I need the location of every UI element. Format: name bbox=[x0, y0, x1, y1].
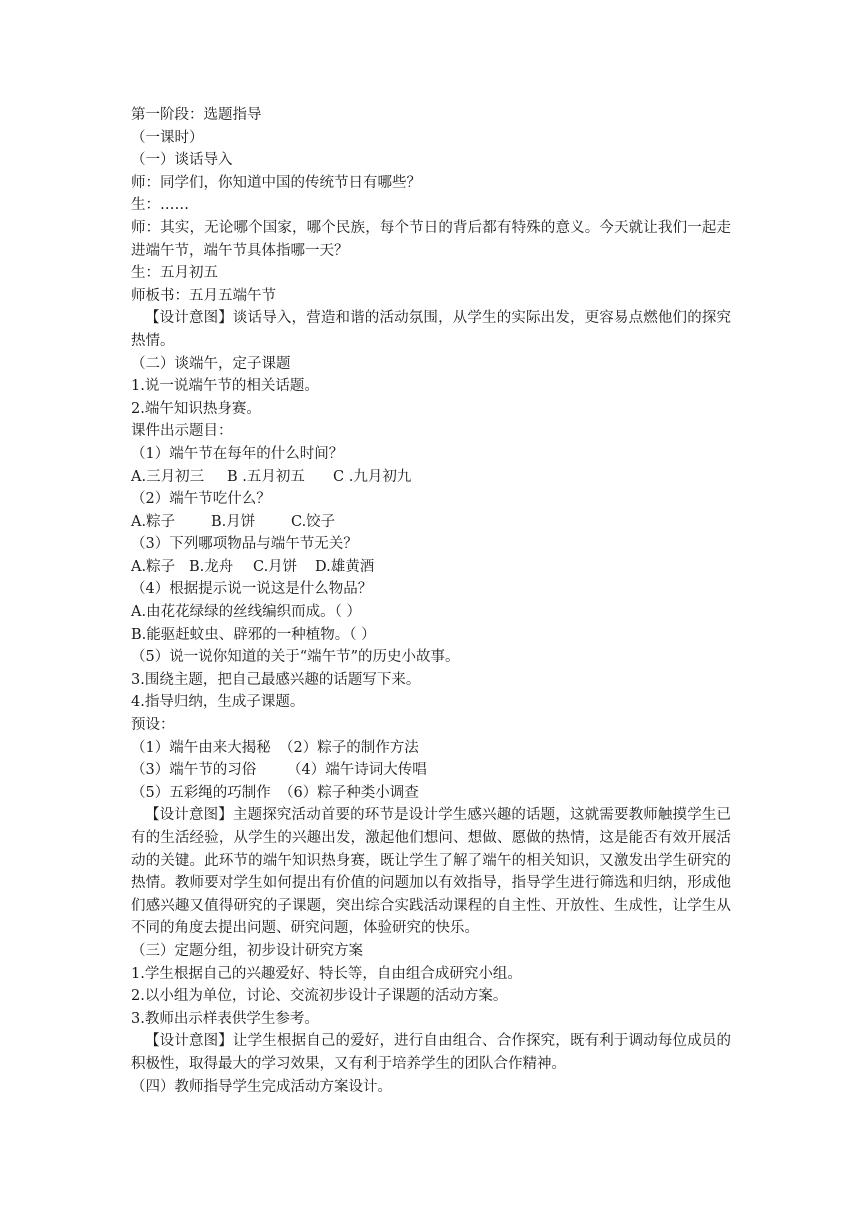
preset-topic: （3）端午节的习俗 bbox=[131, 762, 257, 779]
question-2-options bbox=[131, 511, 731, 534]
preset-label: 预设： bbox=[131, 717, 175, 734]
preset-topic: （6）粽子种类小调查 bbox=[279, 784, 419, 801]
list-item: 3.围绕主题，把自己最感兴趣的话题写下来。 bbox=[131, 671, 421, 688]
dialogue-teacher-2: 师：其实，无论哪个国家，哪个民族，每个节日的背后都有特殊的意义。今天就让我们一起走进端午节，端午节具体指哪一天？ bbox=[131, 219, 731, 259]
question-4-hint-a: A.由花花绿绿的丝线编织而成。（ ） bbox=[131, 604, 361, 621]
stage-title: 第一阶段：选题指导 bbox=[131, 107, 262, 123]
section-heading-2: （二）谈端午，定子课题 bbox=[131, 355, 291, 372]
preset-topic: （1）端午由来大揭秘 bbox=[131, 739, 271, 756]
preset-topic: （2）粽子的制作方法 bbox=[279, 739, 419, 756]
preset-row bbox=[131, 737, 731, 760]
option: A.粽子 bbox=[131, 513, 176, 530]
document-page bbox=[131, 104, 731, 1098]
option: B.月饼 bbox=[211, 513, 256, 530]
design-intent-3: 【设计意图】让学生根据自己的爱好，进行自由组合、合作探究，既有利于调动每位成员的积极性，取得最大的学习效果，又有利于培养学生的团队合作精神。 bbox=[131, 1033, 731, 1072]
option: B .五月初五 bbox=[227, 468, 305, 485]
option: A.三月初三 bbox=[131, 468, 205, 485]
option: D.雄黄酒 bbox=[315, 558, 375, 575]
list-item: 4.指导归纳，生成子课题。 bbox=[131, 694, 305, 711]
question-3: （3）下列哪项物品与端午节无关？ bbox=[131, 536, 358, 553]
board-writing: 师板书：五月五端午节 bbox=[131, 287, 276, 304]
dialogue-student-2: 生：五月初五 bbox=[131, 265, 218, 282]
design-intent-2: 【设计意图】主题探究活动首要的环节是设计学生感兴趣的话题，这就需要教师触摸学生已有的生活经验，从学生的兴趣出发，激起他们想问、想做、愿做的热情，这是能否有效开展活动的关键。此环节的端午知识热身赛，既让学生了解了端午的相关知识，又激发出学生研究的热情。教师要对学生如何提出有价值的问题加以有效指导，指导学生进行筛选和归纳，形成他们感兴趣又值得研究的子课题，突出综合实践活动课程的自主性、开放性、生成性，让学生从不同的角度去提出问题、研究问题，体验研究的快乐。 bbox=[131, 807, 731, 937]
courseware-label: 课件出示题目： bbox=[131, 423, 233, 440]
question-1: （1）端午节在每年的什么时间？ bbox=[131, 445, 344, 462]
list-item: 1.说一说端午节的相关话题。 bbox=[131, 378, 319, 395]
dialogue-teacher-1: 师：同学们，你知道中国的传统节日有哪些？ bbox=[131, 174, 421, 191]
list-item: 1.学生根据自己的兴趣爱好、特长等，自由组合成研究小组。 bbox=[131, 965, 522, 982]
question-3-options bbox=[131, 556, 731, 579]
preset-row bbox=[131, 759, 731, 782]
option: A.粽子 bbox=[131, 558, 176, 575]
section-heading-3: （三）定题分组，初步设计研究方案 bbox=[131, 942, 363, 959]
preset-topic: （5）五彩绳的巧制作 bbox=[131, 784, 271, 801]
question-4: （4）根据提示说一说这是什么物品？ bbox=[131, 581, 373, 598]
list-item: 2.端午知识热身赛。 bbox=[131, 400, 261, 417]
list-item: 3.教师出示样表供学生参考。 bbox=[131, 1010, 319, 1027]
question-5: （5）说一说你知道的关于“端午节”的历史小故事。 bbox=[131, 649, 460, 666]
preset-topic: （4）端午诗词大传唱 bbox=[287, 762, 427, 779]
option: C.饺子 bbox=[291, 513, 336, 530]
option: B.龙舟 bbox=[189, 558, 234, 575]
question-4-hint-b: B.能驱赶蚊虫、辟邪的一种植物。（ ） bbox=[131, 626, 376, 643]
list-item: 2.以小组为单位，讨论、交流初步设计子课题的活动方案。 bbox=[131, 988, 508, 1005]
section-heading-4: （四）教师指导学生完成活动方案设计。 bbox=[131, 1078, 392, 1095]
design-intent-1: 【设计意图】谈话导入，营造和谐的活动氛围，从学生的实际出发，更容易点燃他们的探究热情。 bbox=[131, 310, 731, 349]
lesson-count: （一课时） bbox=[131, 129, 204, 146]
section-heading-1: （一）谈话导入 bbox=[131, 152, 233, 169]
preset-row bbox=[131, 782, 731, 805]
option: C.月饼 bbox=[253, 558, 298, 575]
question-1-options bbox=[131, 466, 731, 489]
option: C .九月初九 bbox=[333, 468, 412, 485]
question-2: （2）端午节吃什么？ bbox=[131, 491, 271, 508]
dialogue-student-1: 生：…… bbox=[131, 197, 189, 214]
